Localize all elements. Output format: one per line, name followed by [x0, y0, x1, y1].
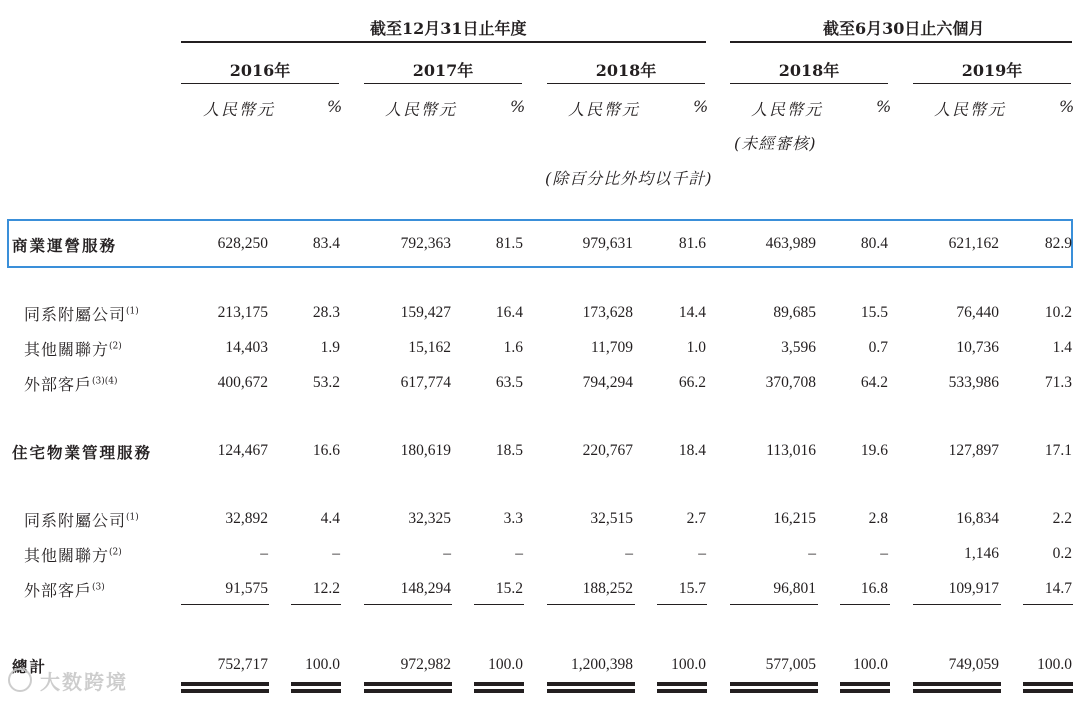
unit-pct-2016: %	[327, 97, 343, 116]
subtotal-rule	[657, 604, 707, 605]
cell-2018-rmb: 188,252	[582, 580, 633, 597]
subtotal-rule	[364, 604, 452, 605]
cell-2019i-pct: 1.4	[1052, 339, 1072, 356]
year-header-2016: 2016年	[229, 61, 291, 80]
cell-2017-pct: 16.4	[495, 304, 523, 321]
cell-2017-rmb: 792,363	[400, 235, 451, 252]
cell-2018i-pct: 2.8	[868, 510, 888, 527]
total-double-rule	[364, 682, 452, 686]
total-double-rule	[840, 682, 890, 686]
group-header-interim: 截至6月30日止六個月	[823, 19, 985, 38]
unit-rmb-2018-interim: 人民幣元	[751, 100, 824, 119]
cell-2016-pct: 12.2	[312, 580, 340, 597]
cell-2018i-rmb: 3,596	[781, 339, 816, 356]
cell-2017-rmb: 15,162	[408, 339, 451, 356]
cell-2017-rmb: 972,982	[400, 656, 451, 673]
cell-2018i-pct: 100.0	[853, 656, 888, 673]
unit-rmb-2016: 人民幣元	[203, 100, 276, 119]
cell-2016-rmb: 213,175	[217, 304, 268, 321]
cell-2017-pct: 100.0	[488, 656, 523, 673]
cell-2018i-pct: 64.2	[860, 374, 888, 391]
row-label-text: 外部客戶	[24, 581, 93, 600]
footnote-marker: (1)	[126, 306, 139, 317]
row-label-text: 外部客戶	[24, 375, 93, 394]
cell-2018i-rmb: 16,215	[773, 510, 816, 527]
cell-2018-rmb: 32,515	[590, 510, 633, 527]
footnote-marker: (2)	[109, 341, 122, 352]
total-double-rule	[1023, 682, 1073, 686]
cell-2016-pct: 4.4	[320, 510, 340, 527]
watermark-text: 大数跨境	[40, 670, 128, 694]
rule-2018	[547, 83, 705, 84]
unit-pct-2017: %	[510, 97, 526, 116]
cell-2016-pct: 16.6	[312, 442, 340, 459]
cell-2016-rmb: 14,403	[225, 339, 268, 356]
total-double-rule	[730, 682, 818, 686]
cell-2018i-pct: 80.4	[860, 235, 888, 252]
cell-2018i-rmb: 370,708	[765, 374, 816, 391]
cell-2017-rmb: 32,325	[408, 510, 451, 527]
total-double-rule	[474, 682, 524, 686]
cell-2019i-pct: 71.3	[1044, 374, 1072, 391]
cell-2018i-pct: 19.6	[860, 442, 888, 459]
total-double-rule	[474, 689, 524, 693]
cell-2018i-rmb: –	[808, 545, 816, 562]
cell-2018-pct: 15.7	[678, 580, 706, 597]
total-double-rule	[364, 689, 452, 693]
cell-2018-pct: 100.0	[671, 656, 706, 673]
cell-2016-pct: 100.0	[305, 656, 340, 673]
cell-2018-rmb: 220,767	[582, 442, 633, 459]
row-label	[24, 508, 139, 531]
rule-2018-interim	[730, 83, 888, 84]
total-double-rule	[181, 682, 269, 686]
year-header-2019-interim: 2019年	[961, 61, 1023, 80]
cell-2019i-rmb: 76,440	[956, 304, 999, 321]
row-label-text: 商業運營服務	[12, 237, 118, 255]
cell-2016-rmb: 400,672	[217, 374, 268, 391]
row-label	[12, 441, 152, 463]
cell-2016-pct: 53.2	[312, 374, 340, 391]
unaudited-note: (未經審核)	[734, 134, 817, 153]
cell-2016-rmb: 124,467	[217, 442, 268, 459]
cell-2016-pct: 1.9	[320, 339, 340, 356]
cell-2018-pct: 66.2	[678, 374, 706, 391]
year-header-2017: 2017年	[412, 61, 474, 80]
unit-rmb-2019-interim: 人民幣元	[934, 100, 1007, 119]
row-label	[12, 234, 117, 256]
units-note: (除百分比外均以千計)	[545, 169, 713, 188]
total-double-rule	[1023, 689, 1073, 693]
row-label-text: 同系附屬公司	[24, 511, 127, 530]
unit-pct-2018-interim: %	[876, 97, 892, 116]
total-double-rule	[291, 682, 341, 686]
rule-2019-interim	[913, 83, 1071, 84]
rule-2017	[364, 83, 522, 84]
cell-2018i-pct: 16.8	[860, 580, 888, 597]
total-double-rule	[730, 689, 818, 693]
footnote-marker: (2)	[109, 547, 122, 558]
total-double-rule	[547, 689, 635, 693]
row-label	[24, 302, 139, 325]
subtotal-rule	[913, 604, 1001, 605]
total-double-rule	[547, 682, 635, 686]
cell-2016-rmb: 628,250	[217, 235, 268, 252]
total-double-rule	[840, 689, 890, 693]
subtotal-rule	[547, 604, 635, 605]
cell-2018-rmb: 173,628	[582, 304, 633, 321]
cell-2017-pct: –	[515, 545, 523, 562]
subtotal-rule	[474, 604, 524, 605]
year-header-2018: 2018年	[595, 61, 657, 80]
cell-2018i-rmb: 96,801	[773, 580, 816, 597]
rule-interim	[730, 41, 1072, 43]
cell-2019i-pct: 14.7	[1044, 580, 1072, 597]
cell-2016-pct: –	[332, 545, 340, 562]
cell-2016-rmb: 32,892	[225, 510, 268, 527]
cell-2017-rmb: –	[443, 545, 451, 562]
cell-2019i-rmb: 109,917	[948, 580, 999, 597]
cell-2018-pct: 2.7	[686, 510, 706, 527]
subtotal-rule	[181, 604, 269, 605]
unit-rmb-2018: 人民幣元	[568, 100, 641, 119]
rule-annual	[181, 41, 706, 43]
cell-2017-pct: 81.5	[495, 235, 523, 252]
total-double-rule	[291, 689, 341, 693]
cell-2018i-pct: 15.5	[860, 304, 888, 321]
cell-2018-pct: 1.0	[686, 339, 706, 356]
cell-2017-rmb: 617,774	[400, 374, 451, 391]
cell-2017-pct: 3.3	[503, 510, 523, 527]
cell-2019i-rmb: 1,146	[964, 545, 999, 562]
cell-2019i-rmb: 533,986	[948, 374, 999, 391]
total-double-rule	[181, 689, 269, 693]
footnote-marker: (3)(4)	[92, 376, 118, 387]
footnote-marker: (1)	[126, 512, 139, 523]
cell-2019i-pct: 10.2	[1044, 304, 1072, 321]
row-label-text: 其他關聯方	[24, 546, 110, 565]
cell-2018-rmb: 979,631	[582, 235, 633, 252]
cell-2017-pct: 63.5	[495, 374, 523, 391]
cell-2019i-pct: 17.1	[1044, 442, 1072, 459]
cell-2018-rmb: 11,709	[590, 339, 633, 356]
cell-2018i-rmb: 113,016	[766, 442, 816, 459]
cell-2019i-rmb: 10,736	[956, 339, 999, 356]
cell-2016-rmb: 91,575	[225, 580, 268, 597]
cell-2016-rmb: –	[260, 545, 268, 562]
row-label	[24, 337, 122, 360]
cell-2018-pct: 81.6	[678, 235, 706, 252]
subtotal-rule	[730, 604, 818, 605]
unit-rmb-2017: 人民幣元	[385, 100, 458, 119]
row-label	[24, 372, 118, 395]
row-label	[24, 578, 105, 601]
cell-2019i-pct: 82.9	[1044, 235, 1072, 252]
total-double-rule	[657, 682, 707, 686]
cell-2019i-rmb: 621,162	[948, 235, 999, 252]
cell-2017-rmb: 180,619	[400, 442, 451, 459]
cell-2018-pct: –	[698, 545, 706, 562]
cell-2019i-rmb: 16,834	[956, 510, 999, 527]
cell-2018i-rmb: 577,005	[765, 656, 816, 673]
year-header-2018-interim: 2018年	[778, 61, 840, 80]
total-double-rule	[913, 682, 1001, 686]
cell-2017-pct: 18.5	[495, 442, 523, 459]
cell-2018-rmb: 1,200,398	[571, 656, 633, 673]
total-double-rule	[913, 689, 1001, 693]
cell-2018-rmb: 794,294	[582, 374, 633, 391]
subtotal-rule	[1023, 604, 1073, 605]
cell-2019i-pct: 0.2	[1052, 545, 1072, 562]
subtotal-rule	[291, 604, 341, 605]
cell-2019i-rmb: 127,897	[948, 442, 999, 459]
cell-2018i-rmb: 463,989	[765, 235, 816, 252]
footnote-marker: (3)	[92, 582, 105, 593]
cell-2017-rmb: 159,427	[400, 304, 451, 321]
cell-2017-pct: 1.6	[503, 339, 523, 356]
cell-2019i-pct: 2.2	[1052, 510, 1072, 527]
cell-2017-pct: 15.2	[495, 580, 523, 597]
cell-2019i-rmb: 749,059	[948, 656, 999, 673]
cell-2018-pct: 14.4	[678, 304, 706, 321]
watermark-logo-icon	[8, 668, 32, 692]
cell-2018-rmb: –	[625, 545, 633, 562]
cell-2018-pct: 18.4	[678, 442, 706, 459]
row-label	[24, 543, 122, 566]
subtotal-rule	[840, 604, 890, 605]
group-header-annual: 截至12月31日止年度	[370, 19, 527, 38]
row-label-text: 住宅物業管理服務	[12, 444, 153, 462]
row-label-text: 其他關聯方	[24, 340, 110, 359]
cell-2019i-pct: 100.0	[1037, 656, 1072, 673]
total-double-rule	[657, 689, 707, 693]
cell-2016-pct: 83.4	[312, 235, 340, 252]
cell-2018i-pct: 0.7	[868, 339, 888, 356]
cell-2017-rmb: 148,294	[400, 580, 451, 597]
cell-2016-rmb: 752,717	[217, 656, 268, 673]
unit-pct-2018: %	[693, 97, 709, 116]
cell-2016-pct: 28.3	[312, 304, 340, 321]
row-label-text: 同系附屬公司	[24, 305, 127, 324]
row-label-text: 總計	[12, 658, 48, 676]
unit-pct-2019-interim: %	[1059, 97, 1075, 116]
rule-2016	[181, 83, 339, 84]
cell-2018i-pct: –	[880, 545, 888, 562]
cell-2018i-rmb: 89,685	[773, 304, 816, 321]
